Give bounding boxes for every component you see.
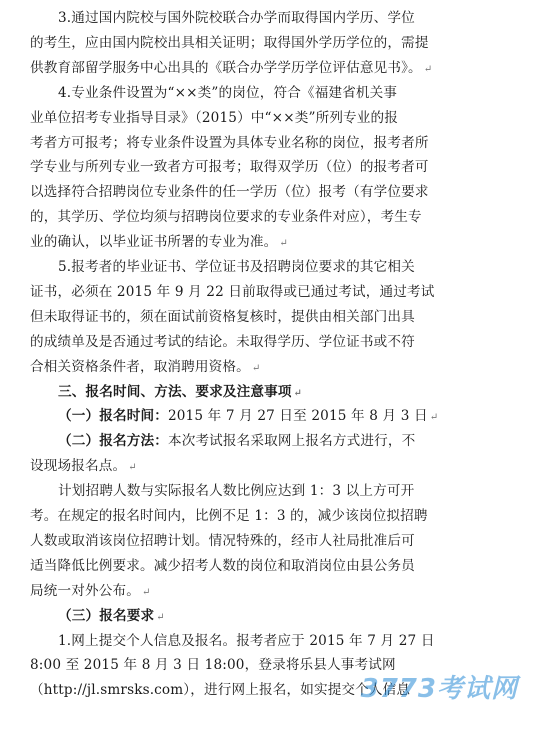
paragraph-line <box>30 155 516 179</box>
paragraph-line <box>58 629 516 653</box>
line-text: 证书，必须在 2015 年 9 月 22 日前取得或已通过考试，通过考试 <box>30 283 435 300</box>
paragraph-line <box>30 280 516 304</box>
paragraph-line <box>58 479 516 503</box>
paragraph-line <box>58 604 516 628</box>
paragraph-line <box>30 554 516 578</box>
line-text: 本次考试报名采取网上报名方式进行，不 <box>167 433 416 450</box>
paragraph-line <box>58 6 516 30</box>
paragraph-mark-icon: ↵ <box>423 63 433 75</box>
line-text: 2015 年 7 月 27 日至 2015 年 8 月 3 日 <box>167 408 428 425</box>
paragraph-line <box>58 255 516 279</box>
paragraph-line <box>58 404 516 428</box>
paragraph-line <box>30 305 516 329</box>
line-text: 的考生，应由国内院校出具相关证明；取得国外学历学位的，需提 <box>30 34 429 51</box>
line-text: 1.网上提交个人信息及报名。报考者应于 2015 年 7 月 27 日 <box>58 632 435 649</box>
paragraph-line <box>30 131 516 155</box>
line-text: 3.通过国内院校与国外院校联合办学而取得国内学历、学位 <box>58 10 415 26</box>
line-text: 设现场报名点。 <box>30 458 127 475</box>
line-text: 适当降低比例要求。减少招考人数的岗位和取消岗位由县公务员 <box>30 557 415 574</box>
paragraph-line <box>30 504 516 528</box>
line-text: 4.专业条件设置为“××类”的岗位，符合《福建省机关事 <box>58 84 398 101</box>
paragraph-mark-icon: ↵ <box>141 586 151 598</box>
line-text: 计划招聘人数与实际报名人数比例应达到 1：3 以上方可开 <box>58 483 415 500</box>
line-text: 5.报考者的毕业证书、学位证书及招聘岗位要求的其它相关 <box>58 259 415 275</box>
paragraph-line <box>30 56 516 80</box>
line-text: 的，其学历、学位均须与招聘岗位要求的专业条件对应），考生专 <box>30 209 422 226</box>
line-text: 考。在规定的报名时间内，比例不足 1：3 的，减少该岗位拟招聘 <box>30 508 428 524</box>
paragraph-mark-icon: ↵ <box>293 387 303 399</box>
paragraph-mark-icon: ↵ <box>251 362 261 374</box>
line-text: 学专业与所列专业一致者方可报考；取得双学历（位）的报考者可 <box>30 159 429 176</box>
paragraph-line <box>30 106 516 130</box>
paragraph-mark-icon: ↵ <box>128 462 137 474</box>
line-text: （http://jl.smrsks.com），进行网上报名，如实提交个人信息 <box>30 682 411 699</box>
line-text: 考者方可报考；将专业条件设置为具体专业名称的岗位，报考者所 <box>30 134 429 151</box>
watermark-logo: 3773考试网 <box>360 674 518 704</box>
paragraph-line <box>30 529 516 553</box>
paragraph-line <box>30 579 516 603</box>
line-text: 合相关资格条件者，取消聘用资格。 <box>30 358 250 375</box>
paragraph-line <box>30 180 516 204</box>
paragraph-line <box>30 230 516 254</box>
line-text: 8:00 至 2015 年 8 月 3 日 18:00，登录将乐县人事考试网 <box>30 657 396 674</box>
subsection-label: （一）报名时间： <box>58 408 168 425</box>
paragraph-line <box>30 205 516 229</box>
paragraph-line <box>30 454 516 478</box>
line-text: 的成绩单及是否通过考试的结论。未取得学历、学位证书或不符 <box>30 333 415 350</box>
section-heading <box>58 380 516 404</box>
line-text: 局统一对外公布。 <box>30 582 140 599</box>
subsection-label: （二）报名方法： <box>58 433 168 450</box>
subsection-label: （三）报名要求 <box>58 607 155 624</box>
watermark <box>361 668 518 705</box>
paragraph-line <box>30 31 516 55</box>
line-text: 人数或取消该岗位招聘计划。情况特殊的，经市人社局批准后可 <box>30 532 415 549</box>
line-text: 以选择符合招聘岗位专业条件的任一学历（位）报考（有学位要求 <box>30 184 429 201</box>
paragraph-line <box>58 81 516 105</box>
paragraph-line <box>30 330 516 354</box>
paragraph-line <box>58 429 516 453</box>
line-text: 供教育部留学服务中心出具的《联合办学学历学位评估意见书》。 <box>30 59 422 76</box>
paragraph-mark-icon: ↵ <box>429 412 439 424</box>
paragraph-line <box>30 355 516 379</box>
line-text: 但未取得证书的，须在面试前资格复核时，提供由相关部门出具 <box>30 308 415 325</box>
line-text: 业单位招考专业指导目录》（2015）中“××类”所列专业的报 <box>30 109 399 126</box>
paragraph-mark-icon: ↵ <box>156 611 165 623</box>
line-text: 三、报名时间、方法、要求及注意事项 <box>58 383 292 400</box>
paragraph-mark-icon: ↵ <box>279 238 288 250</box>
line-text: 业的确认，以毕业证书所署的专业为准。 <box>30 234 278 251</box>
